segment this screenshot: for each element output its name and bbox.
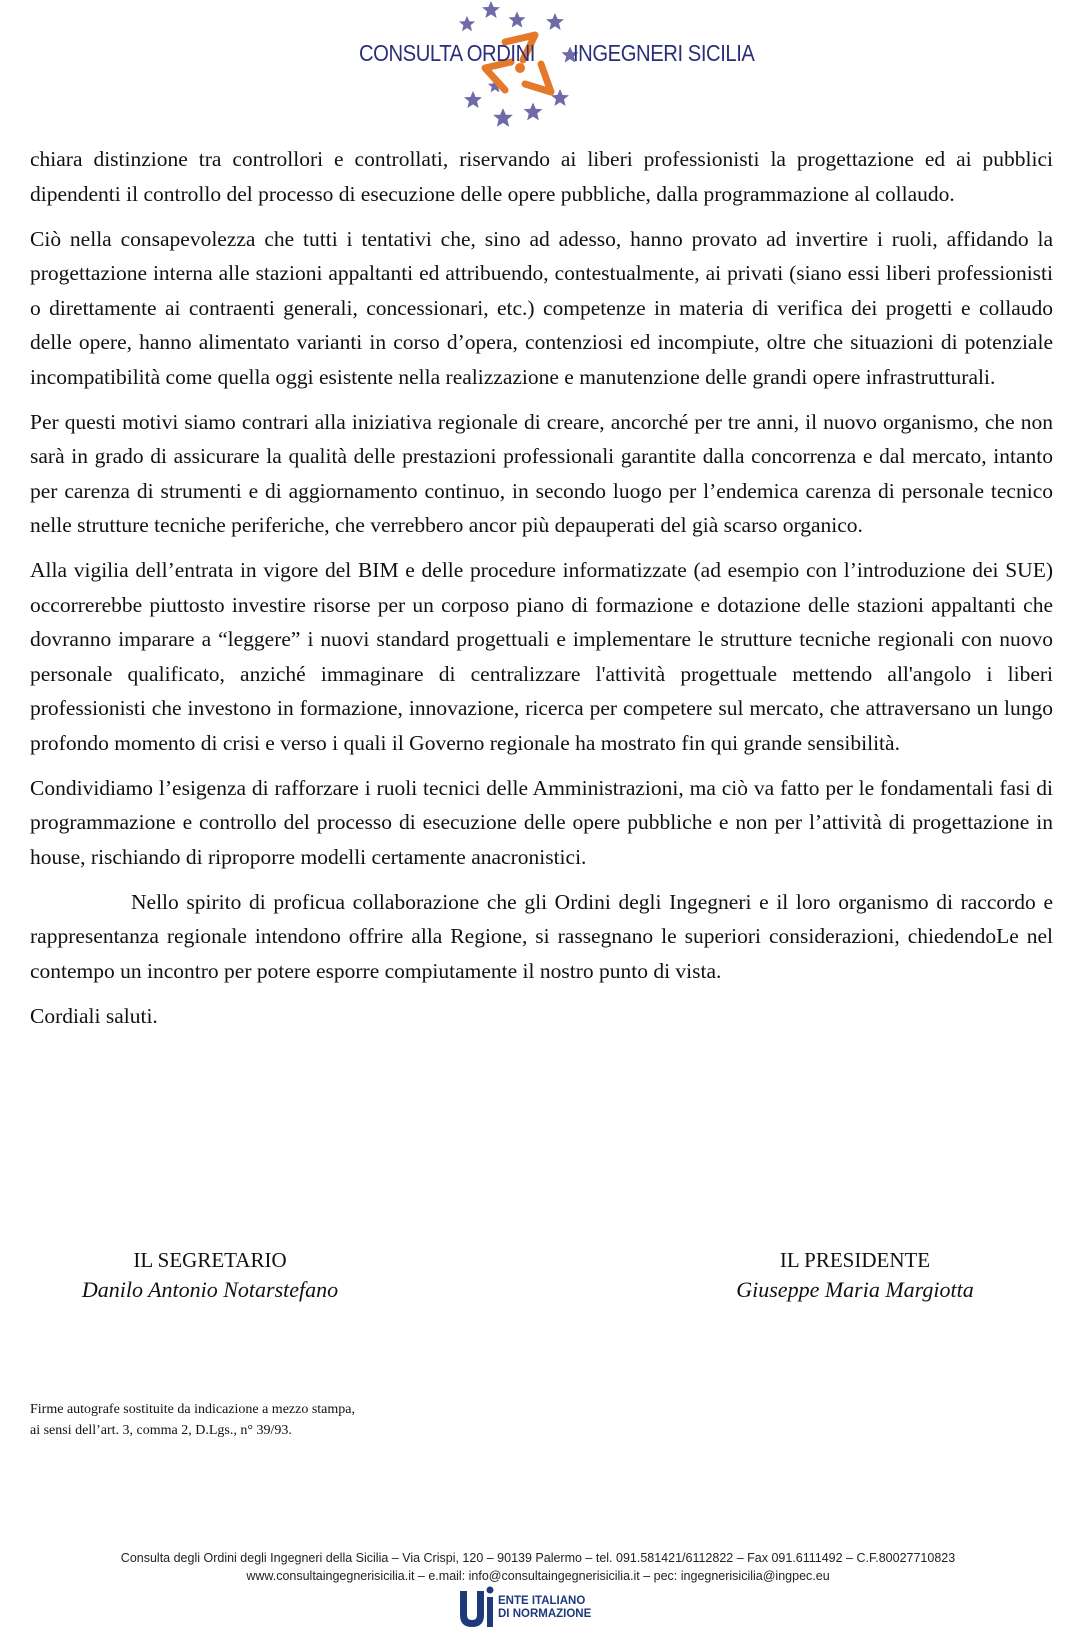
note-line-1: Firme autografe sostituite da indicazione a mezzo stampa, xyxy=(30,1402,355,1417)
uni-text xyxy=(498,1595,591,1621)
paragraph-6: Nello spirito di proficua collaborazione che gli Ordini degli Ingegneri e il loro organismo di raccordo e rappresentanza regionale intendono offrire alla Regione, si rassegnano le superiori considerazioni, chiedendoLe nel contempo un incontro per potere esporre compiutamente il nostro punto di vista. xyxy=(30,889,1053,983)
uni-line-1: ENTE ITALIANO xyxy=(498,1595,586,1607)
uni-logo xyxy=(456,1585,616,1633)
greeting: Cordiali saluti. xyxy=(30,1003,158,1028)
paragraph-1: chiara distinzione tra controllori e controllati, riservando ai liberi professionisti la progettazione ed ai pubblici dipendenti il controllo del processo di esecuzione delle opere pubbliche, dalla programmazione al collaudo. xyxy=(30,147,1053,206)
secretary-role: IL SEGRETARIO xyxy=(133,1248,287,1272)
footer-address: Consulta degli Ordini degli Ingegneri della Sicilia – Via Crispi, 120 – 90139 Palermo – tel. 091.581421/6112822 – Fax 091.6111492 – C.F.80027710823 xyxy=(120,1551,956,1565)
uni-logo-icon xyxy=(456,1585,494,1633)
president-role: IL PRESIDENTE xyxy=(779,1248,931,1272)
letterhead xyxy=(0,0,1076,145)
paragraph-2: Ciò nella consapevolezza che tutti i tentativi che, sino ad adesso, hanno provato ad invertire i ruoli, affidando la progettazione interna alle stazioni appaltanti ed attribuendo, contestualmente, ai privati (siano essi liberi professionisti o direttamente ai contraenti generali, concessionari, etc.) competenze in materia di verifica dei progetti e collaudo delle opere, hanno alimentato varianti in corso d’opera, contenziosi ed incompiute, oltre che situazioni di potenziale incompatibilità come quella oggi esistente nella realizzazione e manutenzione delle grandi opere infrastrutturali. xyxy=(30,226,1053,389)
paragraph-4: Alla vigilia dell’entrata in vigore del BIM e delle procedure informatizzate (ad esempio con l’introduzione dei SUE) occorrerebbe piuttosto investire risorse per un corposo piano di formazione e dotazione delle stazioni appaltanti che dovranno imparare a “leggere” i nuovi standard progettuali e implementare le strutture tecniche regionali con nuovo personale qualificato, anziché immaginare di centralizzare l'attività progettuale mettendo all'angolo i liberi professionisti che investono in formazione, innovazione, ricerca per competere sul mercato, che attraversano un lungo profondo momento di crisi e verso i quali il Governo regionale ha mostrato fin qui grande sensibilità. xyxy=(30,558,1053,755)
paragraph-3: Per questi motivi siamo contrari alla iniziativa regionale di creare, ancorché per tre anni, il nuovo organismo, che non sarà in grado di assicurare la qualità delle prestazioni professionali garantite dalla concorrenza e dal mercato, intanto per carenza di strumenti e di aggiornamento continuo, in secondo luogo per l’endemica carenza di personale tecnico nelle strutture tecniche periferiche, che verrebbero ancor più depauperati del già scarso organico. xyxy=(30,409,1053,537)
stars-triskelion-icon xyxy=(355,0,735,145)
note-line-2: ai sensi dell’art. 3, comma 2, D.Lgs., n° 39/93. xyxy=(30,1423,292,1438)
letter-body xyxy=(30,142,1053,1044)
footer xyxy=(0,1549,1076,1585)
footer-contacts: www.consultaingegnerisicilia.it – e.mail: info@consultaingegnerisicilia.it – pec: ingegnerisicilia@ingpec.eu xyxy=(246,1569,830,1583)
signature-president xyxy=(685,1246,1025,1304)
president-name: Giuseppe Maria Margiotta xyxy=(736,1277,974,1302)
secretary-name: Danilo Antonio Notarstefano xyxy=(81,1277,339,1302)
consulta-logo xyxy=(355,0,755,145)
logo-text-left: CONSULTA ORDINI xyxy=(359,40,535,66)
logo-text-right: INGEGNERI SICILIA xyxy=(573,40,755,66)
signature-note xyxy=(30,1399,355,1441)
signature-secretary xyxy=(40,1246,380,1304)
uni-line-2: DI NORMAZIONE xyxy=(498,1608,592,1620)
paragraph-5: Condividiamo l’esigenza di rafforzare i ruoli tecnici delle Amministrazioni, ma ciò va fatto per le fondamentali fasi di programmazione e controllo del processo di esecuzione delle opere pubbliche e non per l’attività di progettazione in house, rischiando di riproporre modelli certamente anacronistici. xyxy=(30,775,1053,869)
